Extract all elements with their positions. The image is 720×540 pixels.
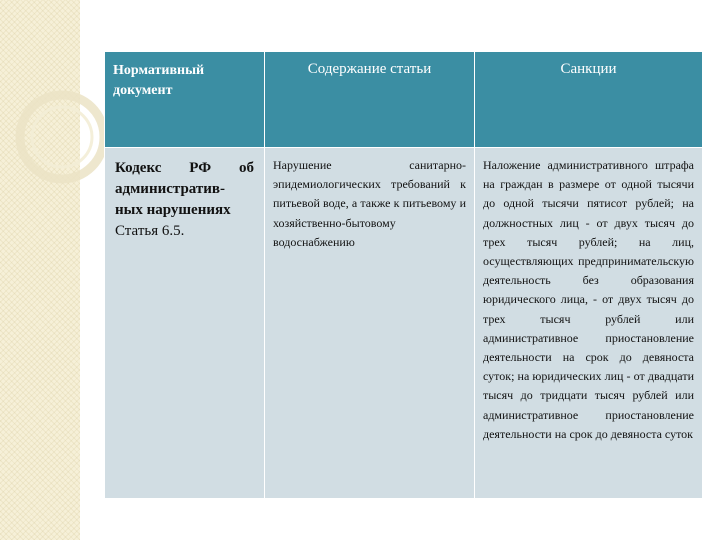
cell-sanctions: Наложение административного штрафа на граждан в размере от одной тысячи до одной тысячи пятисот рублей; на должностных лиц - от двух тысяч до трех тысяч рублей; на лиц, осуществляющих предпринимательскую деятельность без образования юридического лица, - от двух тысяч до трех тысяч рублей или административное приостановление деятельности на срок до девяноста суток; на юридических лиц - от двадцати тысяч до тридцати тысяч рублей или административное приостановление деятельности на срок до девяноста суток [475, 148, 703, 499]
cell-article-content: Нарушение санитарно-эпидемиологических требований к питьевой воде, а также к питьевому и хозяйственно-бытовому водоснабжению [265, 148, 475, 499]
header-article-content: Содержание статьи [265, 52, 475, 148]
table-row [105, 148, 703, 499]
doc-line-1: Кодекс РФ об [115, 160, 254, 176]
doc-line-3: ных нарушениях [115, 202, 231, 218]
header-normative-document: Нормативный документ [105, 52, 265, 148]
header-sanctions: Санкции [475, 52, 703, 148]
table-header-row [105, 52, 703, 148]
doc-line-2: административ- [115, 181, 226, 197]
doc-article: Статья 6.5. [115, 223, 185, 239]
law-table [104, 51, 703, 499]
cell-normative-document [105, 148, 265, 499]
